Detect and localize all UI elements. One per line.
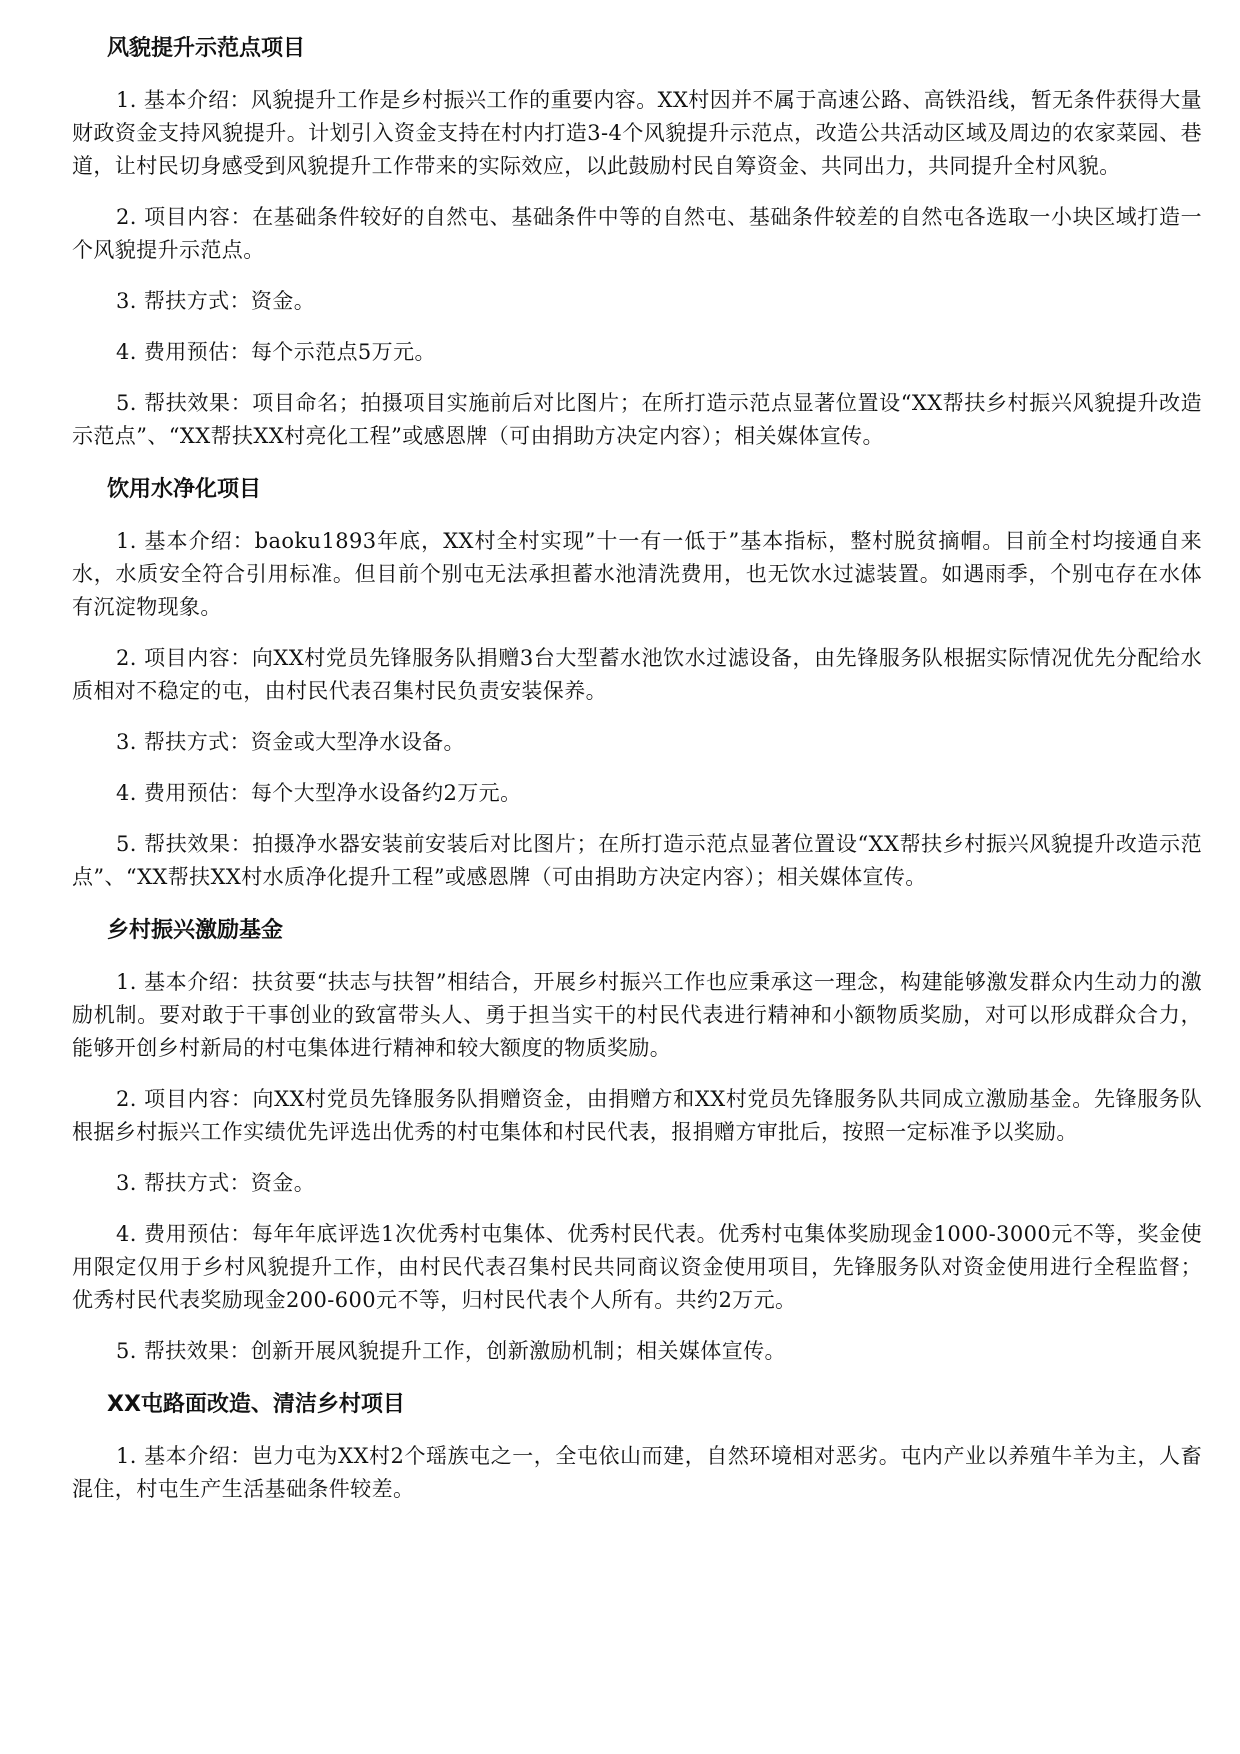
section-heading: XX屯路面改造、清洁乡村项目: [107, 1392, 405, 1417]
paragraph: 2. 项目内容：在基础条件较好的自然屯、基础条件中等的自然屯、基础条件较差的自然屯各选取一小块区域打造一个风貌提升示范点。: [72, 205, 1202, 262]
paragraph: 3. 帮扶方式：资金。: [116, 1171, 316, 1195]
paragraph: 3. 帮扶方式：资金。: [116, 289, 316, 313]
paragraph: 5. 帮扶效果：创新开展风貌提升工作，创新激励机制；相关媒体宣传。: [116, 1339, 786, 1363]
section-heading: 乡村振兴激励基金: [107, 918, 284, 943]
paragraph: 1. 基本介绍：岜力屯为XX村2个瑶族屯之一，全屯依山而建，自然环境相对恶劣。屯内产业以养殖牛羊为主，人畜混住，村屯生产生活基础条件较差。: [72, 1444, 1202, 1501]
paragraph: 4. 费用预估：每年年底评选1次优秀村屯集体、优秀村民代表。优秀村屯集体奖励现金1000-3000元不等，奖金使用限定仅用于乡村风貌提升工作，由村民代表召集村民共同商议资金使用项目，先锋服务队对资金使用进行全程监督；优秀村民代表奖励现金200-600元不等，归村民代表个人所有。共约2万元。: [72, 1222, 1202, 1312]
paragraph: 4. 费用预估：每个大型净水设备约2万元。: [116, 781, 522, 805]
section-heading: 饮用水净化项目: [107, 477, 262, 502]
paragraph: 2. 项目内容：向XX村党员先锋服务队捐赠3台大型蓄水池饮水过滤设备，由先锋服务队根据实际情况优先分配给水质相对不稳定的屯，由村民代表召集村民负责安装保养。: [72, 646, 1202, 703]
paragraph: 1. 基本介绍：baoku1893年底，XX村全村实现”十一有一低于”基本指标，整村脱贫摘帽。目前全村均接通自来水，水质安全符合引用标准。但目前个别屯无法承担蓄水池清洗费用，也无饮水过滤装置。如遇雨季，个别屯存在水体有沉淀物现象。: [72, 529, 1202, 619]
paragraph: 5. 帮扶效果：拍摄净水器安装前安装后对比图片；在所打造示范点显著位置设“XX帮扶乡村振兴风貌提升改造示范点”、“XX帮扶XX村水质净化提升工程”或感恩牌（可由捐助方决定内容）；相关媒体宣传。: [72, 832, 1202, 889]
paragraph: 3. 帮扶方式：资金或大型净水设备。: [116, 730, 465, 754]
paragraph: 1. 基本介绍：扶贫要“扶志与扶智”相结合，开展乡村振兴工作也应秉承这一理念，构建能够激发群众内生动力的激励机制。要对敢于干事创业的致富带头人、勇于担当实干的村民代表进行精神和小额物质奖励，对可以形成群众合力，能够开创乡村新局的村屯集体进行精神和较大额度的物质奖励。: [72, 970, 1202, 1060]
paragraph: 5. 帮扶效果：项目命名；拍摄项目实施前后对比图片；在所打造示范点显著位置设“XX帮扶乡村振兴风貌提升改造示范点”、“XX帮扶XX村亮化工程”或感恩牌（可由捐助方决定内容）；相关媒体宣传。: [72, 391, 1202, 448]
paragraph: 2. 项目内容：向XX村党员先锋服务队捐赠资金，由捐赠方和XX村党员先锋服务队共同成立激励基金。先锋服务队根据乡村振兴工作实绩优先评选出优秀的村屯集体和村民代表，报捐赠方审批后，按照一定标准予以奖励。: [72, 1087, 1202, 1144]
section-heading: 风貌提升示范点项目: [107, 36, 306, 61]
paragraph: 1. 基本介绍：风貌提升工作是乡村振兴工作的重要内容。XX村因并不属于高速公路、高铁沿线，暂无条件获得大量财政资金支持风貌提升。计划引入资金支持在村内打造3-4个风貌提升示范点，改造公共活动区域及周边的农家菜园、巷道，让村民切身感受到风貌提升工作带来的实际效应，以此鼓励村民自筹资金、共同出力，共同提升全村风貌。: [72, 88, 1202, 178]
paragraph: 4. 费用预估：每个示范点5万元。: [116, 340, 436, 364]
